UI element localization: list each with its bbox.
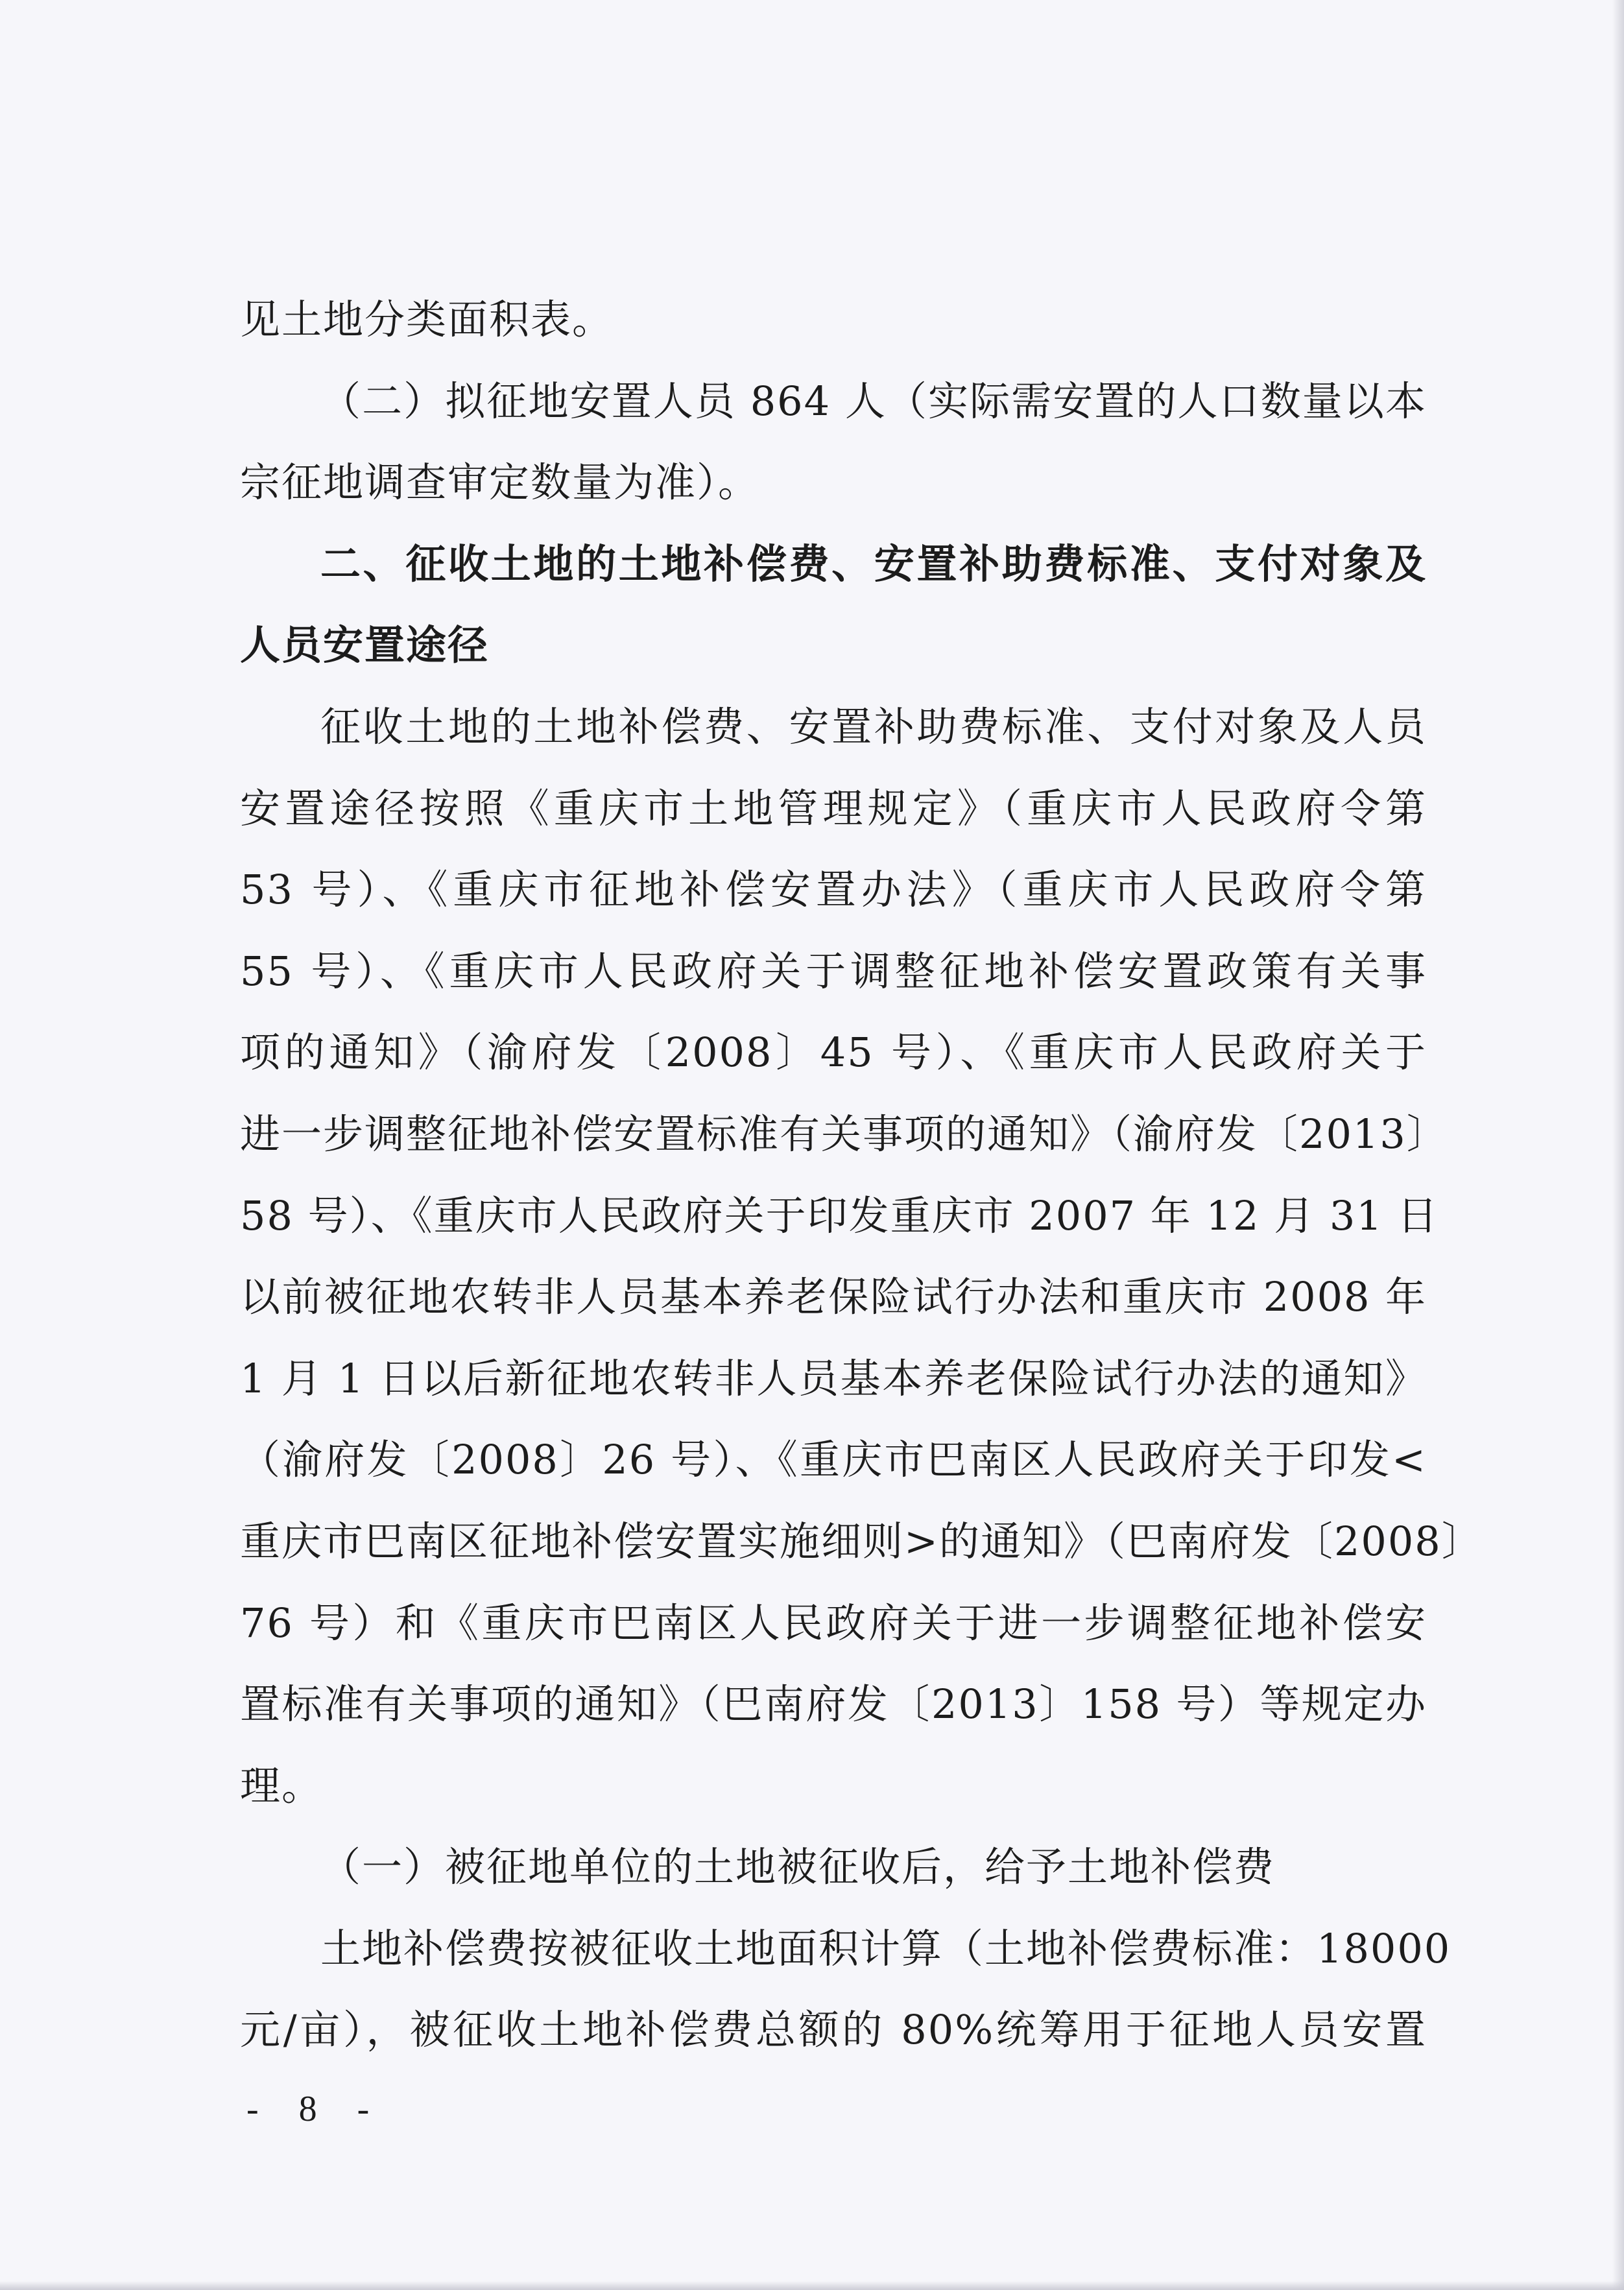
- section-heading: 人员安置途径: [240, 621, 490, 669]
- body-line: 1 月 1 日以后新征地农转非人员基本养老保险试行办法的通知》: [240, 1354, 1427, 1402]
- subsection-heading: （一）被征地单位的土地被征收后，给予土地补偿费: [320, 1843, 1276, 1891]
- body-line: （二）拟征地安置人员 864 人（实际需安置的人口数量以本: [320, 377, 1427, 425]
- body-line: 理。: [240, 1761, 324, 1809]
- page-number: - 8 -: [246, 2089, 385, 2129]
- body-line: 53 号）、《重庆市征地补偿安置办法》（重庆市人民政府令第: [240, 866, 1427, 914]
- page-edge-bottom: [0, 2281, 1624, 2290]
- body-line: 征收土地的土地补偿费、安置补助费标准、支付对象及人员: [320, 702, 1427, 750]
- body-line: 宗征地调查审定数量为准）。: [240, 459, 760, 507]
- body-line: 以前被征地农转非人员基本养老保险试行办法和重庆市 2008 年: [240, 1273, 1427, 1321]
- section-heading: 二、征收土地的土地补偿费、安置补助费标准、支付对象及: [320, 540, 1427, 588]
- body-line: 58 号）、《重庆市人民政府关于印发重庆市 2007 年 12 月 31 日: [240, 1191, 1439, 1239]
- body-line: 见土地分类面积表。: [240, 296, 614, 343]
- body-line: 安置途径按照《重庆市土地管理规定》（重庆市人民政府令第: [240, 784, 1427, 832]
- body-line: 元/亩），被征收土地补偿费总额的 80%统筹用于征地人员安置: [240, 2006, 1427, 2054]
- body-line: 55 号）、《重庆市人民政府关于调整征地补偿安置政策有关事: [240, 947, 1427, 995]
- body-line: 重庆市巴南区征地补偿安置实施细则>的通知》（巴南府发〔2008〕: [240, 1517, 1483, 1565]
- body-line: （渝府发〔2008〕26 号）、《重庆市巴南区人民政府关于印发<: [240, 1436, 1427, 1484]
- body-line: 土地补偿费按被征收土地面积计算（土地补偿费标准：18000: [320, 1924, 1451, 1972]
- body-line: 项的通知》（渝府发〔2008〕45 号）、《重庆市人民政府关于: [240, 1029, 1427, 1077]
- body-line: 进一步调整征地补偿安置标准有关事项的通知》（渝府发〔2013〕: [240, 1110, 1448, 1158]
- document-body: [240, 279, 1483, 2071]
- body-line: 76 号）和《重庆市巴南区人民政府关于进一步调整征地补偿安: [240, 1599, 1427, 1647]
- page-edge-right: [1612, 0, 1624, 2290]
- body-line: 置标准有关事项的通知》（巴南府发〔2013〕158 号）等规定办: [240, 1680, 1427, 1728]
